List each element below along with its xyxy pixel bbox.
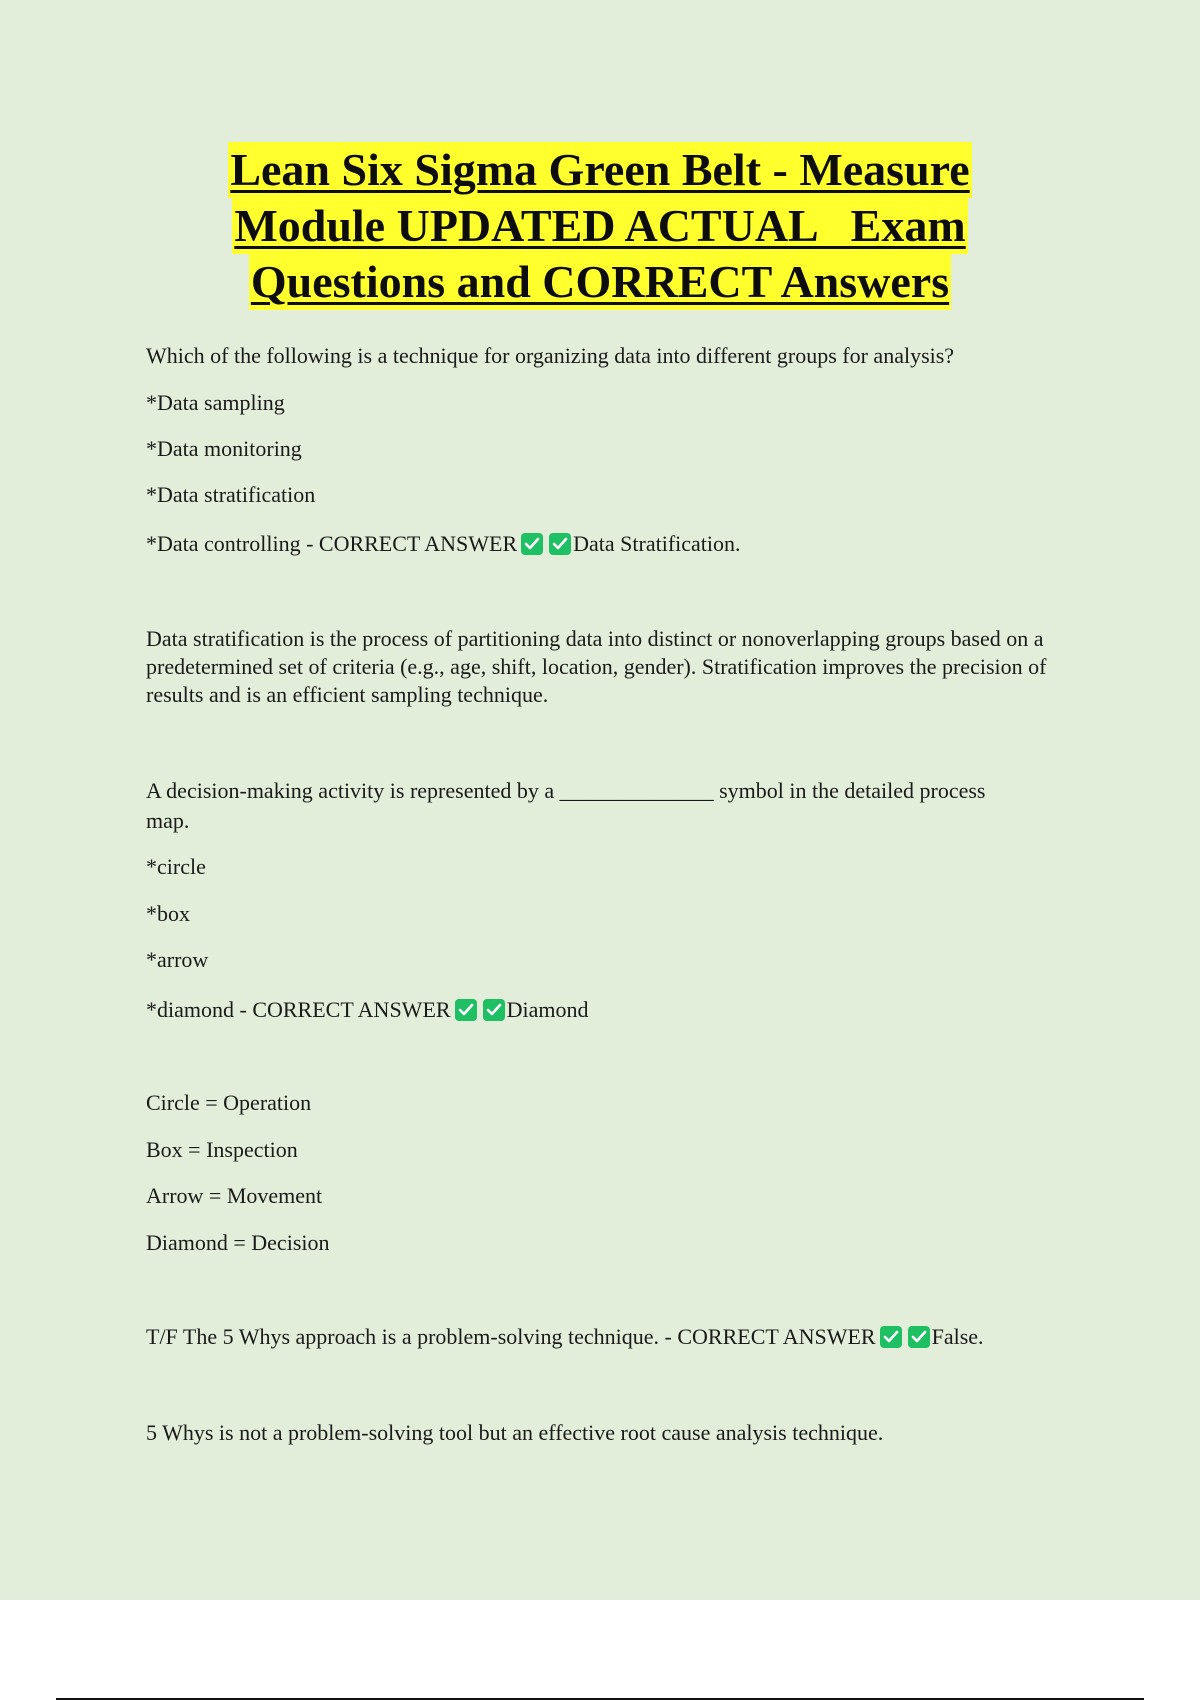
- q2-legend-diamond: Diamond = Decision: [146, 1230, 330, 1255]
- check-mark-icon: [908, 1326, 930, 1348]
- check-mark-icon: [880, 1326, 902, 1348]
- q1-question: Which of the following is a technique for organizing data into different groups for analysis?: [146, 343, 955, 368]
- q2-question-line-1: A decision-making activity is represented by a ______________ symbol in the detailed process: [146, 778, 986, 803]
- title-line-2: Module UPDATED ACTUAL Exam: [232, 198, 967, 254]
- q2-option-b: *box: [146, 901, 190, 926]
- q3-question-row: [146, 1322, 984, 1351]
- q2-option-a: *circle: [146, 854, 206, 879]
- title-line-1: Lean Six Sigma Green Belt - Measure: [228, 142, 971, 198]
- q1-option-c: *Data stratification: [146, 482, 316, 507]
- check-mark-icon: [521, 533, 543, 555]
- q2-legend-arrow: Arrow = Movement: [146, 1183, 323, 1208]
- check-mark-icon: [455, 999, 477, 1021]
- q1-option-a: *Data sampling: [146, 390, 285, 415]
- q2-legend-circle: Circle = Operation: [146, 1090, 312, 1115]
- q1-option-b: *Data monitoring: [146, 436, 302, 461]
- document-title: [0, 142, 1200, 310]
- check-mark-icon: [549, 533, 571, 555]
- q1-option-d: *Data controlling - CORRECT ANSWER: [146, 531, 518, 556]
- q2-answer: Diamond: [506, 997, 589, 1022]
- q3-question: T/F The 5 Whys approach is a problem-solving technique. - CORRECT ANSWER: [146, 1324, 876, 1349]
- q2-question-line-2: map.: [146, 808, 190, 833]
- q2-option-c: *arrow: [146, 947, 209, 972]
- q2-legend-box: Box = Inspection: [146, 1137, 298, 1162]
- q3-answer: False.: [931, 1324, 984, 1349]
- q1-explanation: Data stratification is the process of partitioning data into distinct or nonoverlapping groups based on a predetermined set of criteria (e.g., age, shift, location, gender). Stratification improves the precision of results and is an efficient sampling technique.: [146, 626, 1047, 707]
- q1-answer: Data Stratification.: [573, 531, 741, 556]
- check-mark-icon: [483, 999, 505, 1021]
- title-line-3: Questions and CORRECT Answers: [249, 254, 951, 310]
- q1-option-d-row: [146, 529, 741, 558]
- q2-option-d: *diamond - CORRECT ANSWER: [146, 997, 451, 1022]
- q2-option-d-row: [146, 995, 588, 1024]
- q3-explanation: 5 Whys is not a problem-solving tool but an effective root cause analysis technique.: [146, 1420, 884, 1445]
